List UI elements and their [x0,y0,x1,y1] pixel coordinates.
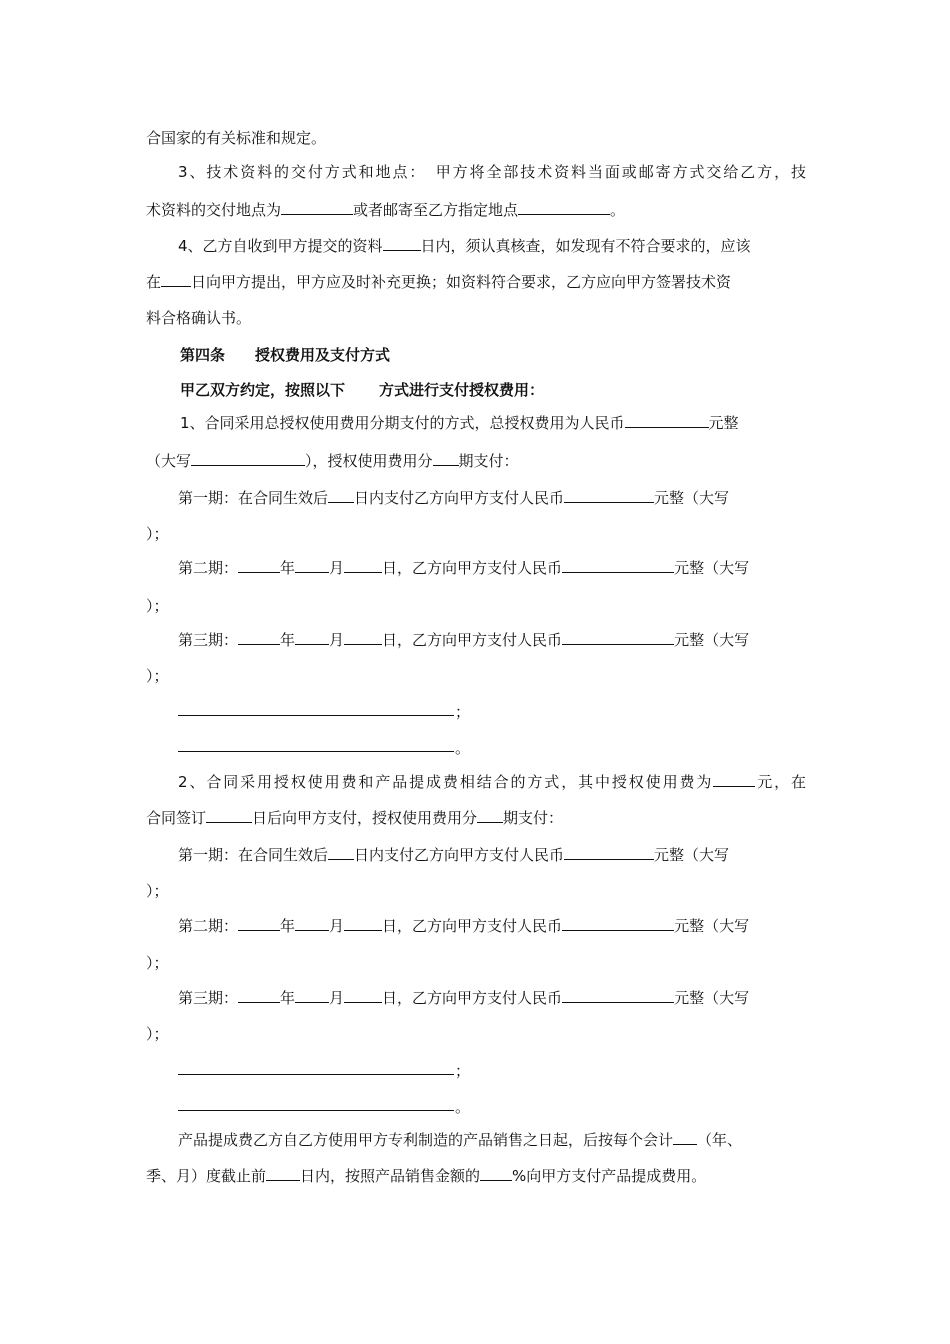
line: 在 日向甲方提出，甲方应及时补充更换；如资料符合要求，乙方应向甲方签署技术资 [146,273,732,291]
blank [564,488,654,503]
line: （大写 ），授权使用费用分 期支付： [146,452,519,470]
line: ）； [146,954,169,972]
blank [238,630,280,645]
line: 术资料的交付地点为 或者邮寄至乙方指定地点 。 [146,201,626,219]
blank [562,558,674,573]
line: ）； [146,882,169,900]
blank-line [178,1110,454,1111]
line: 甲乙双方约定，按照以下 方式进行支付授权费用： [180,381,545,399]
installment-1: 第一期：在合同生效后 日内支付乙方向甲方支付人民币 元整（大写 [178,846,730,864]
blank [344,630,382,645]
blank [295,988,329,1003]
blank [161,272,191,287]
line: 料合格确认书。 [146,309,252,327]
blank [477,808,503,823]
blank [518,200,610,215]
blank-line [178,715,454,716]
blank [328,488,354,503]
blank [295,630,329,645]
blank [480,1166,512,1181]
blank [295,916,329,931]
line: 4、乙方自收到甲方提交的资料 日内，须认真核查，如发现有不符合要求的，应该 [178,237,751,255]
line: ）； [146,667,169,685]
line: 合国家的有关标准和规定。 [146,129,327,147]
blank [562,630,674,645]
blank [328,845,354,860]
blank [673,1130,697,1145]
blank [625,413,709,428]
punctuation: 。 [455,739,471,757]
blank [238,558,280,573]
blank [344,988,382,1003]
blank [191,451,305,466]
line: 产品提成费乙方自乙方使用甲方专利制造的产品销售之日起，后按每个会计 （年、 [178,1131,743,1149]
installment-2: 第二期： 年 月 日，乙方向甲方支付人民币 元整（大写 [178,917,750,935]
blank [562,988,674,1003]
line: ）； [146,1025,169,1043]
punctuation: ； [455,1062,471,1080]
blank [266,1166,300,1181]
blank [562,916,674,931]
blank [344,558,382,573]
line: 2、合同采用授权使用费和产品提成费相结合的方式，其中授权使用费为 元，在 [178,773,806,791]
installment-1: 第一期：在合同生效后 日内支付乙方向甲方支付人民币 元整（大写 [178,489,730,507]
blank [344,916,382,931]
line: ）； [146,597,169,615]
blank-line [178,1074,454,1075]
blank [713,772,755,787]
installment-2: 第二期： 年 月 日，乙方向甲方支付人民币 元整（大写 [178,559,750,577]
blank [281,200,353,215]
blank [383,236,421,251]
line: 1、合同采用总授权使用费用分期支付的方式，总授权费用为人民币 元整 [180,414,739,432]
blank [433,451,459,466]
blank-line [178,751,454,752]
installment-3: 第三期： 年 月 日，乙方向甲方支付人民币 元整（大写 [178,989,750,1007]
blank [238,916,280,931]
section-heading: 第四条 授权费用及支付方式 [180,346,391,364]
punctuation: ； [455,703,471,721]
blank [295,558,329,573]
punctuation: 。 [455,1098,471,1116]
line: 3、技术资料的交付方式和地点： 甲方将全部技术资料当面或邮寄方式交给乙方，技 [178,163,806,181]
line: 合同签订 日后向甲方支付，授权使用费用分 期支付： [146,809,564,827]
blank [564,845,654,860]
blank [238,988,280,1003]
line: 季、月）度截止前 日内，按照产品销售金额的 %向甲方支付产品提成费用。 [146,1167,707,1185]
line: ）； [146,525,169,543]
blank [206,808,252,823]
installment-3: 第三期： 年 月 日，乙方向甲方支付人民币 元整（大写 [178,631,750,649]
